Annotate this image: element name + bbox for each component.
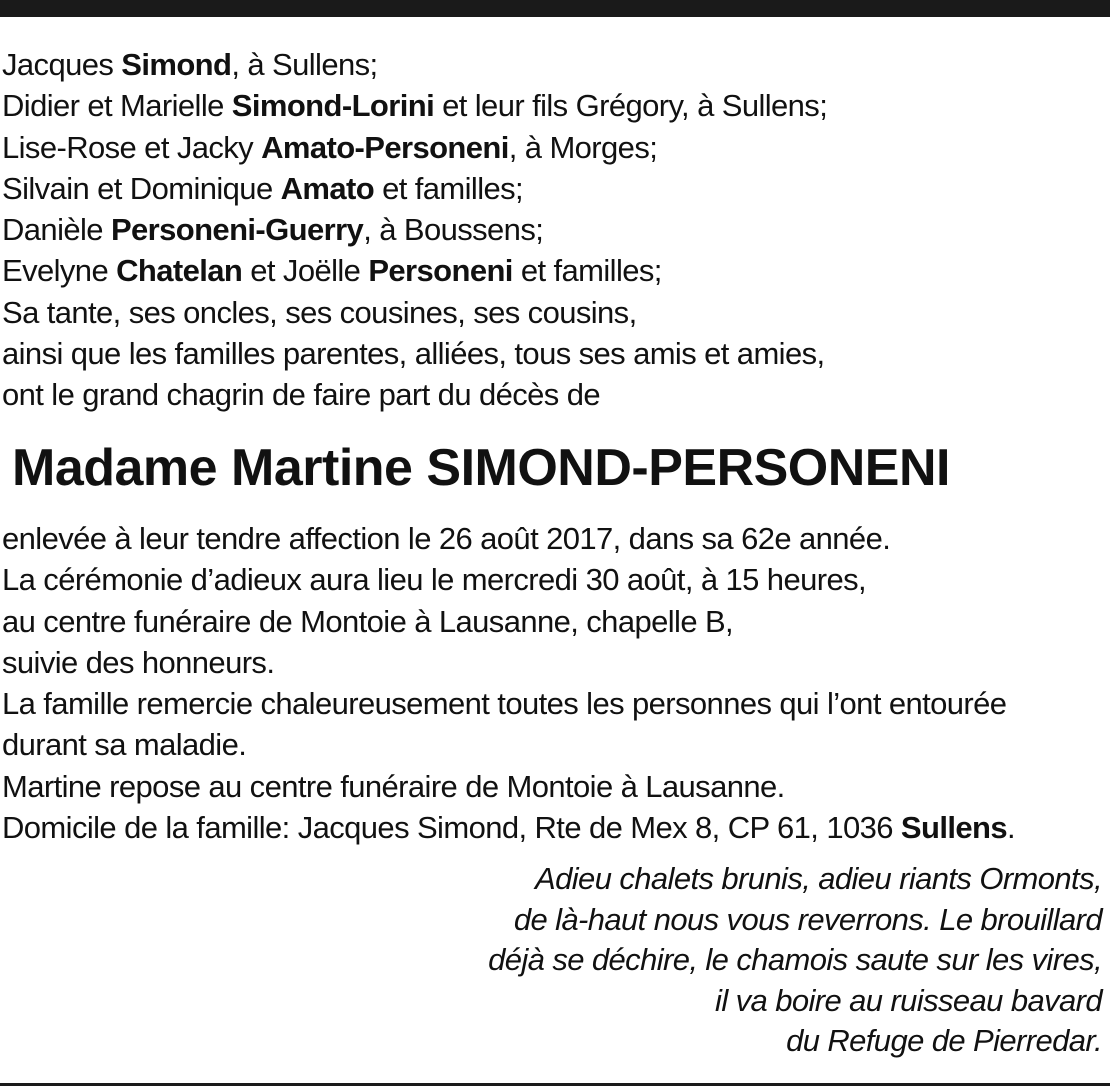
poem-line: du Refuge de Pierredar. bbox=[786, 1023, 1102, 1058]
text-segment: ainsi que les familles parentes, alliées, tous ses amis et amies, bbox=[2, 336, 825, 372]
family-line bbox=[2, 168, 1102, 209]
poem-line: déjà se déchire, le chamois saute sur les vires, bbox=[488, 942, 1102, 977]
family-line bbox=[2, 250, 1102, 291]
text-segment: Danièle bbox=[2, 212, 111, 248]
text-segment: et Joëlle bbox=[242, 253, 369, 289]
text-segment: , à Sullens; bbox=[231, 47, 378, 82]
text-segment: Didier et Marielle bbox=[2, 88, 232, 124]
text-segment: Martine repose au centre funéraire de Montoie à Lausanne. bbox=[2, 768, 785, 804]
text-segment: et familles; bbox=[512, 253, 662, 289]
family-line bbox=[2, 85, 1102, 126]
text-segment: La famille remercie chaleureusement toutes les personnes qui l’ont entourée bbox=[2, 686, 1007, 722]
text-segment: Sa tante, ses oncles, ses cousines, ses cousins, bbox=[2, 294, 637, 330]
text-segment: Domicile de la famille: Jacques Simond, Rte de Mex 8, CP 61, 1036 bbox=[2, 810, 901, 846]
family-surname: Personeni bbox=[368, 253, 513, 289]
family-surname: Chatelan bbox=[116, 253, 243, 289]
detail-line bbox=[2, 559, 1108, 600]
text-segment: et leur fils Grégory, à Sullens; bbox=[434, 88, 828, 124]
family-surname: Amato bbox=[280, 170, 375, 206]
poem-line: il va boire au ruisseau bavard bbox=[715, 982, 1102, 1018]
family-line bbox=[2, 333, 1102, 374]
text-segment: Silvain et Dominique bbox=[2, 170, 281, 206]
text-segment: , à Morges; bbox=[508, 129, 658, 165]
detail-line bbox=[2, 807, 1108, 848]
details-paragraph bbox=[2, 518, 1108, 848]
family-surname: Simond-Lorini bbox=[231, 88, 435, 124]
text-segment: , à Boussens; bbox=[363, 212, 544, 248]
bottom-border-rule bbox=[0, 1083, 1110, 1086]
text-segment: Evelyne bbox=[2, 253, 117, 289]
text-segment: durant sa maladie. bbox=[2, 727, 247, 763]
detail-line bbox=[2, 642, 1108, 683]
text-segment: ont le grand chagrin de faire part du décès de bbox=[2, 377, 600, 413]
poem-line: Adieu chalets brunis, adieu riants Ormonts, bbox=[535, 861, 1102, 896]
town-name: Sullens bbox=[900, 810, 1007, 846]
text-segment: Lise-Rose et Jacky bbox=[2, 129, 262, 165]
text-segment: . bbox=[1006, 810, 1015, 846]
detail-line bbox=[2, 766, 1108, 807]
detail-line bbox=[2, 518, 1108, 559]
text-segment: et familles; bbox=[374, 170, 524, 206]
detail-line bbox=[2, 683, 1108, 724]
family-line bbox=[2, 44, 1102, 85]
poem-line: de là-haut nous vous reverrons. Le brouillard bbox=[513, 901, 1102, 937]
family-line bbox=[2, 374, 1102, 415]
text-segment: La cérémonie d’adieux aura lieu le mercredi 30 août, à 15 heures, bbox=[2, 562, 866, 598]
text-segment: enlevée à leur tendre affection le 26 août 2017, dans sa 62e année. bbox=[2, 521, 891, 556]
closing-poem bbox=[302, 859, 1102, 1062]
family-line bbox=[2, 127, 1102, 168]
family-list bbox=[2, 44, 1102, 416]
deceased-name-heading: Madame Martine SIMOND-PERSONENI bbox=[12, 439, 950, 497]
top-border-bar bbox=[0, 0, 1110, 17]
detail-line bbox=[2, 601, 1108, 642]
text-segment: suivie des honneurs. bbox=[2, 644, 275, 680]
text-segment: Jacques bbox=[2, 47, 122, 82]
family-surname: Personeni-Guerry bbox=[110, 212, 364, 248]
text-segment: au centre funéraire de Montoie à Lausanne, chapelle B, bbox=[2, 603, 734, 639]
family-line bbox=[2, 209, 1102, 250]
family-surname: Simond bbox=[121, 47, 232, 82]
detail-line bbox=[2, 724, 1108, 765]
family-line bbox=[2, 292, 1102, 333]
family-surname: Amato-Personeni bbox=[261, 129, 509, 165]
